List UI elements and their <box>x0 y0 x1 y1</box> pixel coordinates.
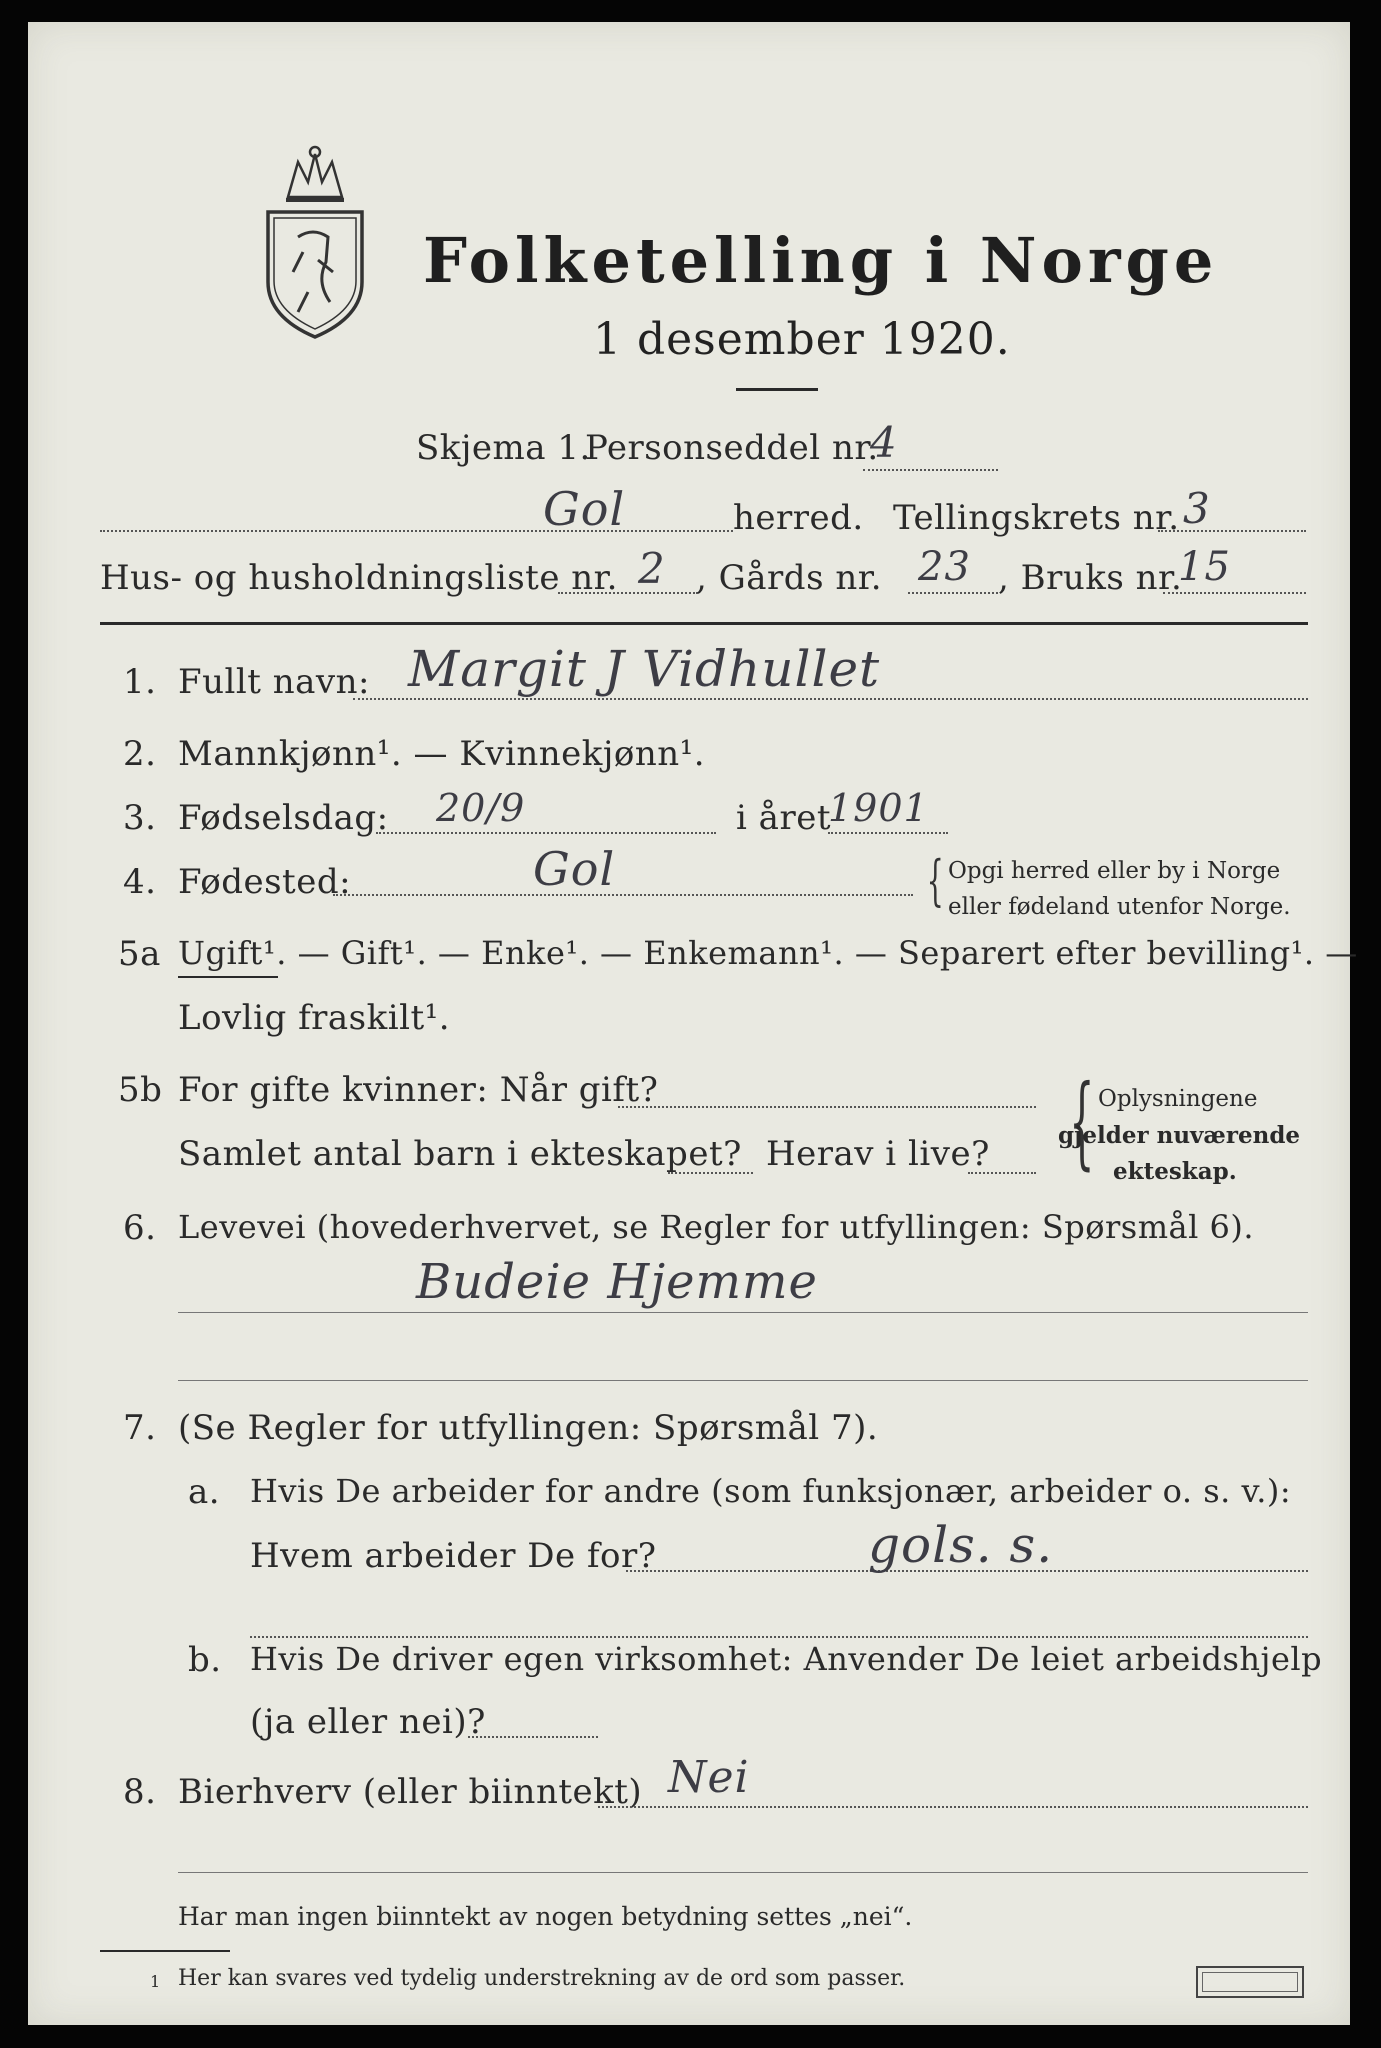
q4-birthplace-value[interactable]: Gol <box>533 842 616 896</box>
q7a-extra-line <box>250 1636 1308 1638</box>
q4-line <box>333 894 913 896</box>
bruks-value[interactable]: 15 <box>1178 544 1231 590</box>
q8-line <box>598 1806 1308 1808</box>
tellingskrets-label: Tellingskrets nr. <box>893 498 1180 538</box>
form-date: 1 desember 1920. <box>593 314 1011 365</box>
title-divider <box>736 388 818 391</box>
q5b-number: 5b <box>118 1070 163 1110</box>
q1-line <box>353 698 1308 700</box>
personseddel-line <box>863 469 998 471</box>
q1-label: Fullt navn: <box>178 662 370 702</box>
bruks-line <box>1163 592 1306 594</box>
q5b-children-line <box>668 1172 753 1174</box>
ugift-underline <box>178 976 278 978</box>
q3-number: 3. <box>123 798 157 838</box>
bruks-label: , Bruks nr. <box>998 558 1183 598</box>
q4-label: Fødested: <box>178 862 352 902</box>
bottom-note: Har man ingen biinntekt av nogen betydning settes „nei“. <box>178 1902 913 1931</box>
q5b-note-line1: Oplysningene <box>1098 1086 1258 1112</box>
q7a-line2: Hvem arbeider De for? <box>250 1536 657 1576</box>
coat-of-arms-icon <box>258 142 373 342</box>
q5b-note-line2: gjelder nuværende <box>1058 1122 1301 1149</box>
q3-year-line <box>828 832 948 834</box>
q8-number: 8. <box>123 1772 157 1812</box>
form-title: Folketelling i Norge <box>423 224 1219 297</box>
q8-label: Bierhverv (eller biinntekt) <box>178 1772 643 1812</box>
q7a-letter: a. <box>188 1472 221 1512</box>
q7b-line1: Hvis De driver egen virksomhet: Anvender De leiet arbeidshjelp <box>250 1640 1323 1678</box>
footnote-mark: 1 <box>150 1972 161 1991</box>
herred-value[interactable]: Gol <box>543 482 626 536</box>
gards-line <box>908 592 998 594</box>
q4-note-line2: eller fødeland utenfor Norge. <box>948 894 1291 920</box>
hus-line <box>558 592 698 594</box>
gards-value[interactable]: 23 <box>918 544 971 590</box>
q3-birthday-value[interactable]: 20/9 <box>436 786 526 830</box>
personseddel-value[interactable]: 4 <box>870 418 898 467</box>
footnote-text: Her kan svares ved tydelig understrekning av de ord som passer. <box>178 1966 906 1991</box>
q5a-number: 5a <box>118 934 161 974</box>
q4-brace: { <box>926 849 944 912</box>
hus-label: Hus- og husholdningsliste nr. <box>100 558 618 598</box>
q6-label: Levevei (hovederhvervet, se Regler for utfyllingen: Spørsmål 6). <box>178 1208 1255 1246</box>
tellingskrets-value[interactable]: 3 <box>1183 484 1211 533</box>
q7b-line2: (ja eller nei)? <box>250 1702 486 1742</box>
q1-full-name-value[interactable]: Margit J Vidhullet <box>408 640 881 698</box>
q5a-marital-options: Ugift¹. — Gift¹. — Enke¹. — Enkemann¹. — Separert efter bevilling¹. — <box>178 934 1358 972</box>
q7-number: 7. <box>123 1408 157 1448</box>
herred-line <box>100 530 733 532</box>
tellingskrets-line <box>1158 530 1306 532</box>
hus-value[interactable]: 2 <box>638 544 666 593</box>
q4-note-line1: Opgi herred eller by i Norge <box>948 858 1281 884</box>
q3-year-label: i året <box>736 798 831 838</box>
census-form-sheet <box>28 22 1358 2025</box>
q3-year-value[interactable]: 1901 <box>828 786 929 830</box>
q5b-note-line3: ekteskap. <box>1113 1158 1237 1185</box>
q5b-married-line <box>618 1106 1036 1108</box>
q6-number: 6. <box>123 1208 157 1248</box>
q5b-line1: For gifte kvinner: Når gift? <box>178 1070 659 1110</box>
q1-number: 1. <box>123 662 157 702</box>
q5b-alive-label: Herav i live? <box>766 1134 990 1174</box>
skjema-label: Skjema 1. <box>416 428 591 468</box>
printer-stamp-icon <box>1196 1966 1304 1998</box>
footnote-divider <box>100 1950 230 1952</box>
q5b-brace: { <box>1069 1063 1095 1180</box>
q2-number: 2. <box>123 734 157 774</box>
q4-number: 4. <box>123 862 157 902</box>
q7b-answer-line <box>468 1736 598 1738</box>
q7a-employer-value[interactable]: gols. s. <box>868 1516 1054 1574</box>
q5a-line2: Lovlig fraskilt¹. <box>178 998 451 1038</box>
q5b-alive-line <box>968 1172 1036 1174</box>
q3-line <box>376 832 716 834</box>
q8-side-income-value[interactable]: Nei <box>668 1752 750 1803</box>
q3-label: Fødselsdag: <box>178 798 389 838</box>
q5b-children-label: Samlet antal barn i ekteskapet? <box>178 1134 742 1174</box>
q7-label: (Se Regler for utfyllingen: Spørsmål 7). <box>178 1408 879 1448</box>
q7a-line1: Hvis De arbeider for andre (som funksjonær, arbeider o. s. v.): <box>250 1472 1292 1510</box>
q6-line2 <box>178 1380 1308 1381</box>
herred-label: herred. <box>733 498 864 538</box>
q6-line1 <box>178 1312 1308 1313</box>
personseddel-label: Personseddel nr. <box>585 428 879 468</box>
q2-sex-options: Mannkjønn¹. — Kvinnekjønn¹. <box>178 734 706 774</box>
q8-line2 <box>178 1872 1308 1873</box>
q7b-letter: b. <box>188 1640 222 1680</box>
header-divider <box>100 622 1308 625</box>
gards-label: , Gårds nr. <box>696 558 883 598</box>
q6-occupation-value[interactable]: Budeie Hjemme <box>416 1254 818 1310</box>
